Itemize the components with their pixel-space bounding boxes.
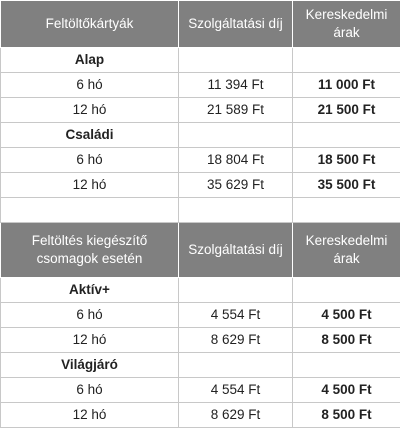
table-row — [1, 173, 400, 198]
table-row — [1, 303, 400, 328]
period-cell: 6 hó — [1, 73, 179, 98]
group-name: Aktív+ — [1, 278, 179, 303]
empty-cell — [179, 278, 293, 303]
header-cell-service-fee: Szolgáltatási díj — [179, 1, 293, 48]
price-cell: 8 500 Ft — [293, 403, 400, 428]
price-cell: 11 000 Ft — [293, 73, 400, 98]
group-name: Alap — [1, 48, 179, 73]
header-cell-product: Feltöltés kiegészítő csomagok esetén — [1, 223, 179, 278]
period-cell: 12 hó — [1, 173, 179, 198]
empty-cell — [293, 48, 400, 73]
fee-cell: 4 554 Ft — [179, 378, 293, 403]
period-cell: 6 hó — [1, 303, 179, 328]
empty-cell — [293, 198, 400, 223]
price-cell: 8 500 Ft — [293, 328, 400, 353]
fee-cell: 8 629 Ft — [179, 328, 293, 353]
group-row — [1, 123, 400, 148]
price-cell: 18 500 Ft — [293, 148, 400, 173]
header-row — [1, 223, 400, 278]
group-row — [1, 353, 400, 378]
fee-cell: 11 394 Ft — [179, 73, 293, 98]
fee-cell: 21 589 Ft — [179, 98, 293, 123]
price-cell: 4 500 Ft — [293, 378, 400, 403]
fee-cell: 18 804 Ft — [179, 148, 293, 173]
period-cell: 12 hó — [1, 98, 179, 123]
empty-cell — [293, 353, 400, 378]
table-row — [1, 148, 400, 173]
empty-cell — [179, 198, 293, 223]
header-row — [1, 1, 400, 48]
period-cell: 6 hó — [1, 378, 179, 403]
table-row — [1, 328, 400, 353]
group-name: Családi — [1, 123, 179, 148]
table-row — [1, 403, 400, 428]
fee-cell: 8 629 Ft — [179, 403, 293, 428]
period-cell: 6 hó — [1, 148, 179, 173]
fee-cell: 4 554 Ft — [179, 303, 293, 328]
empty-cell — [293, 123, 400, 148]
table-row — [1, 73, 400, 98]
table-row — [1, 98, 400, 123]
empty-cell — [1, 198, 179, 223]
period-cell: 12 hó — [1, 328, 179, 353]
spacer-row — [1, 198, 400, 223]
empty-cell — [179, 48, 293, 73]
header-cell-retail-price: Kereskedelmi árak — [293, 1, 400, 48]
period-cell: 12 hó — [1, 403, 179, 428]
empty-cell — [179, 353, 293, 378]
header-cell-service-fee: Szolgáltatási díj — [179, 223, 293, 278]
group-row — [1, 278, 400, 303]
price-cell: 21 500 Ft — [293, 98, 400, 123]
price-cell: 4 500 Ft — [293, 303, 400, 328]
price-cell: 35 500 Ft — [293, 173, 400, 198]
header-cell-retail-price: Kereskedelmi árak — [293, 223, 400, 278]
group-name: Világjáró — [1, 353, 179, 378]
empty-cell — [293, 278, 400, 303]
empty-cell — [179, 123, 293, 148]
group-row — [1, 48, 400, 73]
fee-cell: 35 629 Ft — [179, 173, 293, 198]
header-cell-product: Feltöltőkártyák — [1, 1, 179, 48]
table-row — [1, 378, 400, 403]
